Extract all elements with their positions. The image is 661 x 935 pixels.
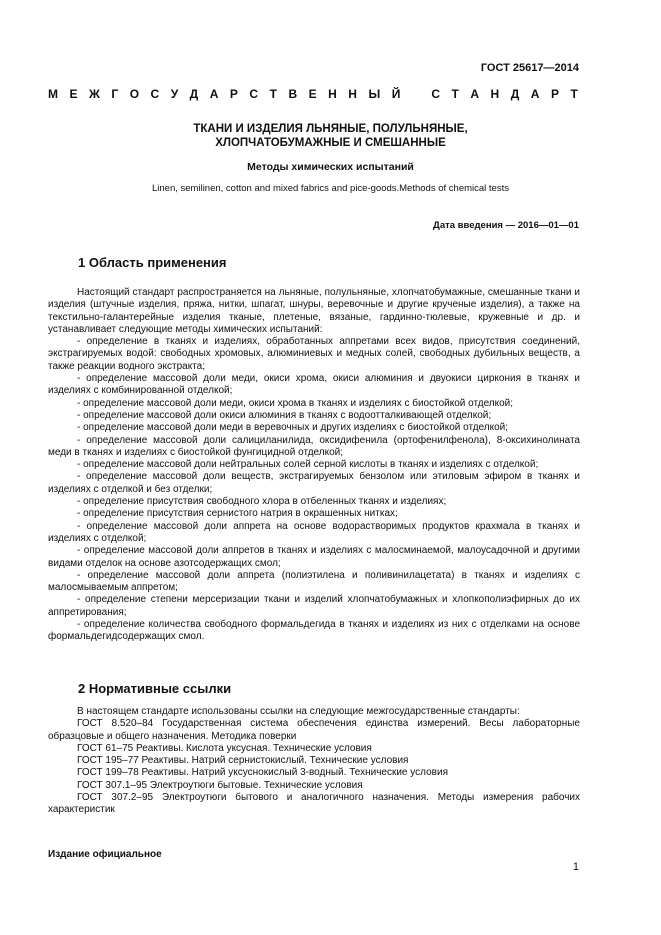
banner-letter: Р bbox=[550, 87, 559, 101]
scope-paragraph: - определение массовой доли меди в веревочных и других изделиях с биостойкой отделкой; bbox=[77, 422, 509, 434]
section-1-body bbox=[48, 287, 580, 644]
banner-letter: Т bbox=[269, 87, 277, 101]
english-title: Linen, semilinen, cotton and mixed fabrics and pice-goods.Methods of chemical tests bbox=[152, 183, 509, 194]
subtitle: Методы химических испытаний bbox=[247, 161, 414, 173]
banner-letter: Н bbox=[328, 87, 337, 101]
banner-letter: О bbox=[129, 87, 140, 101]
scope-paragraph: - определение массовой доли нейтральных солей серной кислоты в тканях и изделиях с отделкой; bbox=[77, 459, 539, 471]
banner-letter: Т bbox=[570, 87, 578, 101]
banner-letter: Ж bbox=[89, 87, 100, 101]
banner-letter: Д bbox=[189, 87, 199, 101]
reference-paragraph: В настоящем стандарте использованы ссылки на следующие межгосударственные стандарты: bbox=[77, 706, 520, 717]
interstate-standard-banner bbox=[48, 87, 578, 101]
banner-letter: Е bbox=[308, 87, 317, 101]
banner-letter: А bbox=[470, 87, 480, 101]
banner-letter bbox=[412, 87, 420, 101]
scope-paragraph: - определение массовой доли салициланилида, оксидифенила (ортофенилфенола), 8-оксихинолината меди в тканях и изделиях с биостойкой фунгицидной отделкой; bbox=[48, 434, 580, 458]
scope-paragraph: - определение степени мерсеризации ткани и изделий хлопчатобумажных и хлопкополиэфирных до их аппретирования; bbox=[48, 594, 580, 618]
banner-letter: В bbox=[288, 87, 298, 101]
reference-paragraph: ГОСТ 8.520–84 Государственная система обеспечения единства измерений. Весы лабораторные образцовые и общего назначения. Методика поверки bbox=[48, 718, 580, 742]
title-line-2: ХЛОПЧАТОБУМАЖНЫЕ И СМЕШАННЫЕ bbox=[215, 137, 446, 149]
reference-paragraph: ГОСТ 195–77 Реактивы. Натрий сернистокислый. Технические условия bbox=[77, 755, 409, 767]
section-2-heading: 2 Нормативные ссылки bbox=[78, 681, 232, 696]
banner-letter: Т bbox=[451, 87, 459, 101]
banner-letter: С bbox=[249, 87, 259, 101]
scope-paragraph: - определение присутствия сернистого натрия в окрашенных нитках; bbox=[77, 508, 398, 520]
banner-letter: У bbox=[170, 87, 179, 101]
banner-letter: Н bbox=[490, 87, 500, 101]
banner-letter: А bbox=[209, 87, 219, 101]
banner-letter: Й bbox=[391, 87, 401, 101]
banner-letter: Н bbox=[348, 87, 357, 101]
banner-letter: Ы bbox=[368, 87, 381, 101]
title-line-1: ТКАНИ И ИЗДЕЛИЯ ЛЬНЯНЫЕ, ПОЛУЛЬНЯНЫЕ, bbox=[193, 123, 468, 135]
banner-letter: А bbox=[530, 87, 540, 101]
banner-letter: Е bbox=[69, 87, 78, 101]
section-1-heading: 1 Область применения bbox=[78, 255, 227, 270]
scope-paragraph: - определение количества свободного формальдегида в тканях и изделиях из них с отделками на основе формальдегидсодержащих смол. bbox=[48, 619, 580, 643]
banner-letter: Д bbox=[510, 87, 520, 101]
banner-letter: С bbox=[150, 87, 160, 101]
section-2-body bbox=[48, 706, 580, 817]
scope-paragraph: - определение массовой доли аппретов в тканях и изделиях с малосминаемой, малоусадочной и другими видами отделок на основе азотсодержащих смол; bbox=[48, 545, 580, 569]
scope-paragraph: - определение массовой доли веществ, экстрагируемых бензолом или этиловым эфиром в тканях и изделиях с отделкой и без отделки; bbox=[48, 471, 580, 495]
reference-paragraph: ГОСТ 307.1–95 Электроутюги бытовые. Технические условия bbox=[77, 779, 363, 791]
scope-paragraph: Настоящий стандарт распространяется на льняные, полульняные, хлопчатобумажные, смешанные ткани и изделия (штучные изделия, пряжа, нитки, шпагат, шнуры, веревочные и другие крученые изделия), а также на текстильно-галантерейные изделия тканые, плетеные, вязаные, гардинно-тюлевые, кружевные и др. и устанавливает следующие методы химических испытаний: bbox=[48, 287, 580, 335]
reference-paragraph: ГОСТ 61–75 Реактивы. Кислота уксусная. Технические условия bbox=[77, 742, 372, 754]
scope-paragraph: - определение массовой доли окиси алюминия в тканях с водоотталкивающей отделкой; bbox=[77, 409, 492, 421]
scope-paragraph: - определение массовой доли меди, окиси хрома, окиси алюминия и двуокиси циркония в тканях и изделиях с комбинированной отделкой; bbox=[48, 373, 580, 397]
scope-paragraph: - определение массовой доли аппрета (полиэтилена и поливинилацетата) в тканях и изделиях с малосмываемым аппретом; bbox=[48, 569, 580, 594]
reference-paragraph: ГОСТ 307.2–95 Электроутюги бытового и аналогичного назначения. Методы измерения рабочих характеристик bbox=[48, 792, 580, 816]
scope-paragraph: - определение массовой доли меди, окиси хрома в тканях и изделиях с биостойкой отделкой; bbox=[77, 397, 514, 409]
reference-paragraph: ГОСТ 199–78 Реактивы. Натрий уксуснокислый 3-водный. Технические условия bbox=[77, 767, 448, 779]
banner-letter: Г bbox=[111, 87, 119, 101]
scope-paragraph: - определение присутствия свободного хлора в отбеленных тканях и изделиях; bbox=[77, 496, 447, 508]
page-number: 1 bbox=[572, 861, 579, 873]
banner-letter: Р bbox=[229, 87, 238, 101]
scope-paragraph: - определение в тканях и изделиях, обработанных аппретами всех видов, присутствия соединений, экстрагируемых водой: свободных хромовых, алюминиевых и медных солей, свободных дубильных веществ, а также реакции водного экстракта; bbox=[48, 336, 580, 372]
introduction-date: Дата введения — 2016—01—01 bbox=[433, 220, 579, 231]
scope-paragraph: - определение массовой доли аппрета на основе водорастворимых продуктов крахмала в тканях и изделиях с отделкой; bbox=[48, 520, 580, 544]
official-edition-label: Издание официальное bbox=[48, 849, 162, 860]
banner-letter: М bbox=[48, 87, 58, 101]
banner-letter: С bbox=[431, 87, 441, 101]
document-number: ГОСТ 25617—2014 bbox=[480, 62, 579, 74]
